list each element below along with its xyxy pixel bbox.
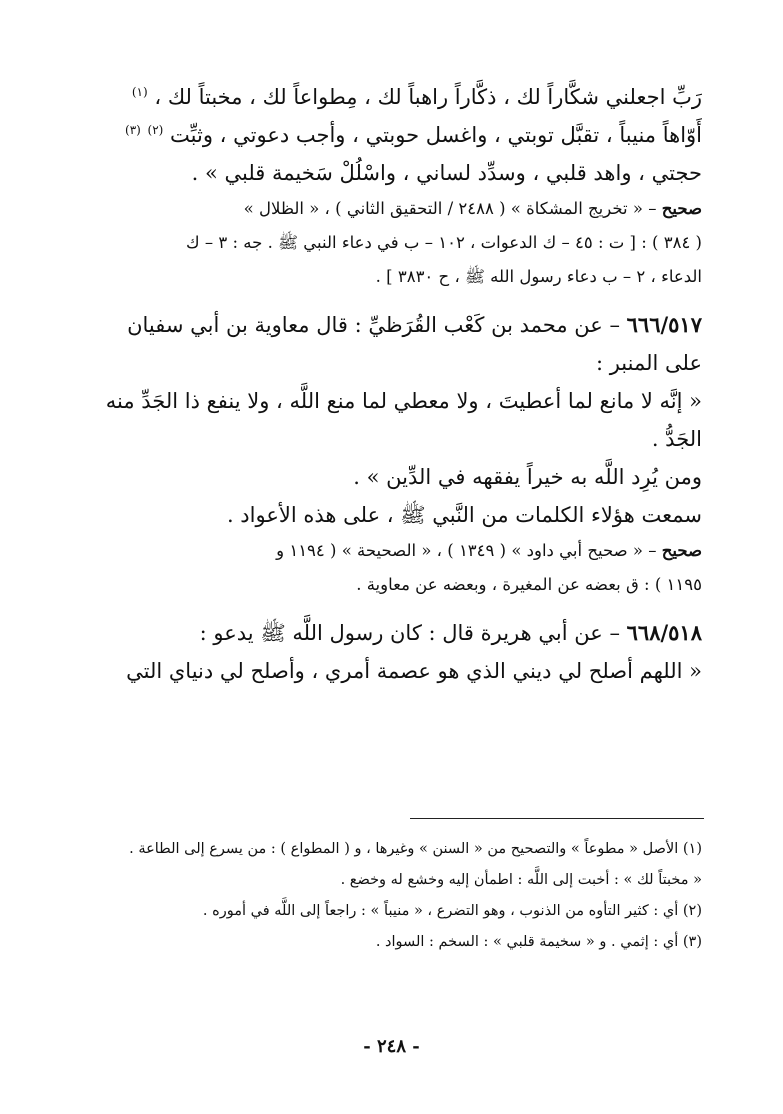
footnote-1-continued: « مخبتاً لك » : أخبت إلى اللَّه : اطمأن إليه وخشع له وخضع . (340, 872, 702, 888)
hadith-517-line-2: على المنبر : (595, 351, 702, 375)
footnote-ref-3[interactable]: (٣) (125, 123, 141, 137)
hadith-517-text-1: – عن محمد بن كَعْب القُرَظيِّ : قال معاوية بن أبي سفيان (127, 313, 620, 337)
intro-line-3: حجتي ، واهد قلبي ، وسدِّد لساني ، واسْلُلْ سَخيمة قلبي » . (191, 161, 702, 185)
hadith-517-number: ٦٦٦/٥١٧ (626, 312, 702, 337)
footnote-divider (410, 818, 704, 819)
grading-1-line-1 (62, 192, 702, 226)
grading-1-line-3: الدعاء ، ٢ – ب دعاء رسول الله ﷺ ، ح ٣٨٣٠ ] . (375, 267, 702, 286)
footnotes (62, 834, 702, 958)
grading-2-text-1: – « صحيح أبي داود » ( ١٣٤٩ ) ، « الصحيحة » ( ١١٩٤ و (276, 541, 657, 560)
grading-1-label: صحيح (661, 199, 702, 218)
footnote-2: (٢) أي : كثير التأوه من الذنوب ، وهو التضرع ، « منيباً » : راجعاً إلى اللَّه في أموره . (202, 903, 702, 919)
intro-text-2: أَوّاهاً منيباً ، تقبَّل توبتي ، واغسل حوبتي ، وأجب دعوتي ، وثبِّت (170, 123, 702, 147)
hadith-518-number: ٦٦٨/٥١٨ (626, 620, 702, 645)
page-number: - ٢٤٨ - (363, 1036, 420, 1057)
hadith-517-line-1 (62, 306, 702, 344)
hadith-518-text-1: – عن أبي هريرة قال : كان رسول اللَّه ﷺ يدعو : (199, 621, 620, 645)
footnote-ref-2[interactable]: (٢) (147, 123, 164, 137)
footnote-ref-1[interactable]: (١) (131, 85, 148, 99)
hadith-517-line-6: سمعت هؤلاء الكلمات من النَّبي ﷺ ، على هذه الأعواد . (226, 503, 702, 527)
grading-1-line-2: ( ٣٨٤ ) : [ ت : ٤٥ – ك الدعوات ، ١٠٢ – ب في دعاء النبي ﷺ . جه : ٣ – ك (186, 233, 702, 252)
footnote-1: (١) الأصل « مطوعاً » والتصحيح من « السنن » وغيرها ، و ( المطواع ) : من يسرع إلى الطاعة . (129, 841, 702, 857)
intro-line-1 (62, 78, 702, 116)
hadith-518-line-1 (62, 614, 702, 652)
hadith-517-line-3: « إنَّه لا مانع لما أعطيتَ ، ولا معطي لما منع اللَّه ، ولا ينفع ذا الجَدِّ منه (105, 389, 702, 413)
page-body (62, 78, 702, 690)
hadith-517-line-5: ومن يُرِد اللَّه به خيراً يفقهه في الدِّين » . (353, 465, 702, 489)
grading-2-line-2: ١١٩٥ ) : ق بعضه عن المغيرة ، وبعضه عن معاوية . (356, 575, 702, 594)
grading-1-text-1: – « تخريج المشكاة » ( ٢٤٨٨ / التحقيق الثاني ) ، « الظلال » (243, 199, 657, 218)
footnote-3: (٣) أي : إثمي . و « سخيمة قلبي » : السخم : السواد . (375, 934, 702, 950)
grading-2-label: صحيح (661, 541, 702, 560)
hadith-518-line-2: « اللهم أصلح لي ديني الذي هو عصمة أمري ، وأصلح لي دنياي التي (126, 659, 702, 683)
intro-text-1: رَبِّ اجعلني شكَّاراً لك ، ذكَّاراً راهباً لك ، مِطواعاً لك ، مخبتاً لك ، (154, 85, 702, 109)
grading-2-line-1 (62, 534, 702, 568)
hadith-517-line-4: الجَدُّ . (651, 427, 702, 451)
intro-line-2 (62, 116, 702, 154)
